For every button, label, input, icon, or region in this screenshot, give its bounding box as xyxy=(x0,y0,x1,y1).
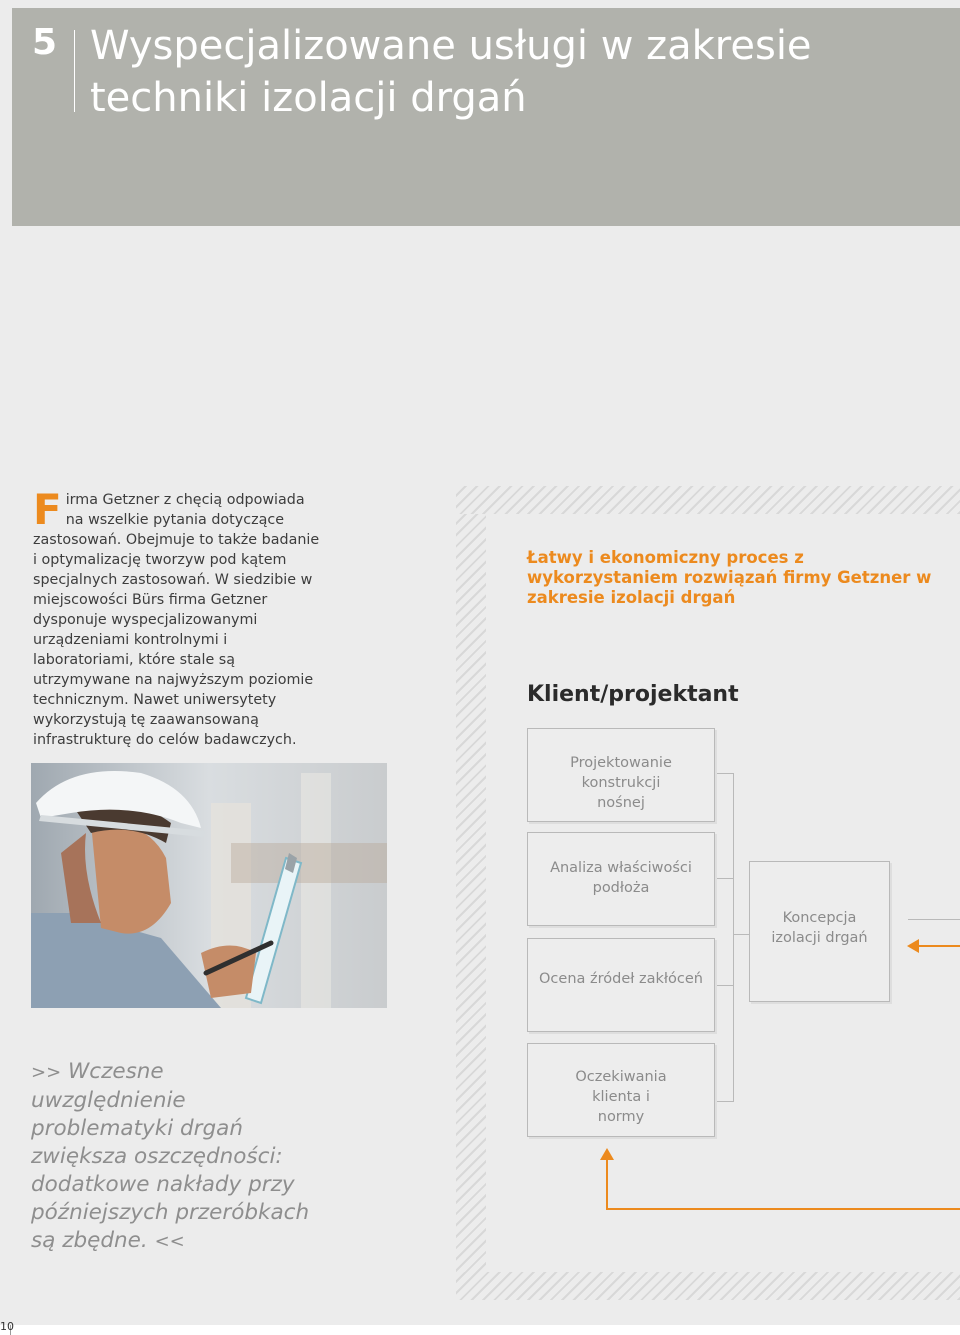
box-expectations-label: Oczekiwania klienta i normy xyxy=(575,1069,667,1125)
connector-expectations xyxy=(714,1101,734,1102)
box-concept xyxy=(749,861,890,1002)
connector-design xyxy=(714,773,734,774)
engineer-photo-illustration xyxy=(31,763,387,1008)
feedback-return-line xyxy=(916,945,960,947)
header-divider xyxy=(74,30,75,112)
engineer-photo xyxy=(31,763,387,1008)
connector-vertical xyxy=(733,773,734,1102)
page-title: Wyspecjalizowane usługi w zakresie techniki izolacji drgań xyxy=(90,23,812,121)
connector-to-concept xyxy=(733,934,749,935)
feedback-line-vertical xyxy=(606,1158,608,1210)
box-sources-label: Ocena źródeł zakłóceń xyxy=(539,971,703,987)
box-design-label: Projektowanie konstrukcji nośnej xyxy=(570,755,672,811)
diagram-title: Łatwy i ekonomiczny proces z wykorzystaniem rozwiązań firmy Getzner w zakresie izolacji drgań xyxy=(527,548,932,607)
box-concept-label: Koncepcja izolacji drgań xyxy=(771,910,868,946)
intro-text: irma Getzner z chęcią odpowiada na wszelkie pytania dotyczące zastosowań. Obejmuje to także badanie i optymalizację tworzyw pod kątem specjalnych zastosowań. W siedzibie w miejscowości Bürs firma Getzner dysponuje wyspecjalizowanymi urządzeniami kontrolnymi i laboratoriami, które stale są utrzymywane na najwyższym poziomie technicznym. Nawet uniwersytety wykorzystują tę zaawansowaną infrastrukturę do celów badawczych. xyxy=(33,492,320,748)
dropcap: F xyxy=(33,485,62,534)
page-number: 10 xyxy=(0,1320,14,1333)
quote-close-mark: << xyxy=(154,1231,185,1252)
diagram-frame-left xyxy=(456,514,486,1272)
intro-paragraph xyxy=(33,485,323,750)
quote-text: Wczesne uwzględnienie problematyki drgań zwiększa oszczędności: dodatkowe nakłady przy późniejszych przeróbkach są zbędne. xyxy=(31,1059,310,1253)
box-design xyxy=(527,728,715,822)
pull-quote xyxy=(31,1058,321,1256)
quote-open-mark: >> xyxy=(31,1062,62,1083)
connector-soil xyxy=(714,878,734,879)
connector-concept-out xyxy=(908,919,960,920)
arrow-up-icon xyxy=(600,1148,614,1160)
box-sources xyxy=(527,938,715,1032)
diagram-frame-top xyxy=(456,486,960,514)
box-soil-label: Analiza właściwości podłoża xyxy=(550,860,692,896)
box-soil xyxy=(527,832,715,926)
client-label: Klient/projektant xyxy=(527,682,739,707)
chapter-number: 5 xyxy=(32,22,58,63)
arrow-left-icon xyxy=(907,939,919,953)
box-expectations xyxy=(527,1043,715,1137)
feedback-line-horizontal xyxy=(606,1208,960,1210)
diagram-frame-bottom xyxy=(456,1272,960,1300)
connector-sources xyxy=(714,985,734,986)
